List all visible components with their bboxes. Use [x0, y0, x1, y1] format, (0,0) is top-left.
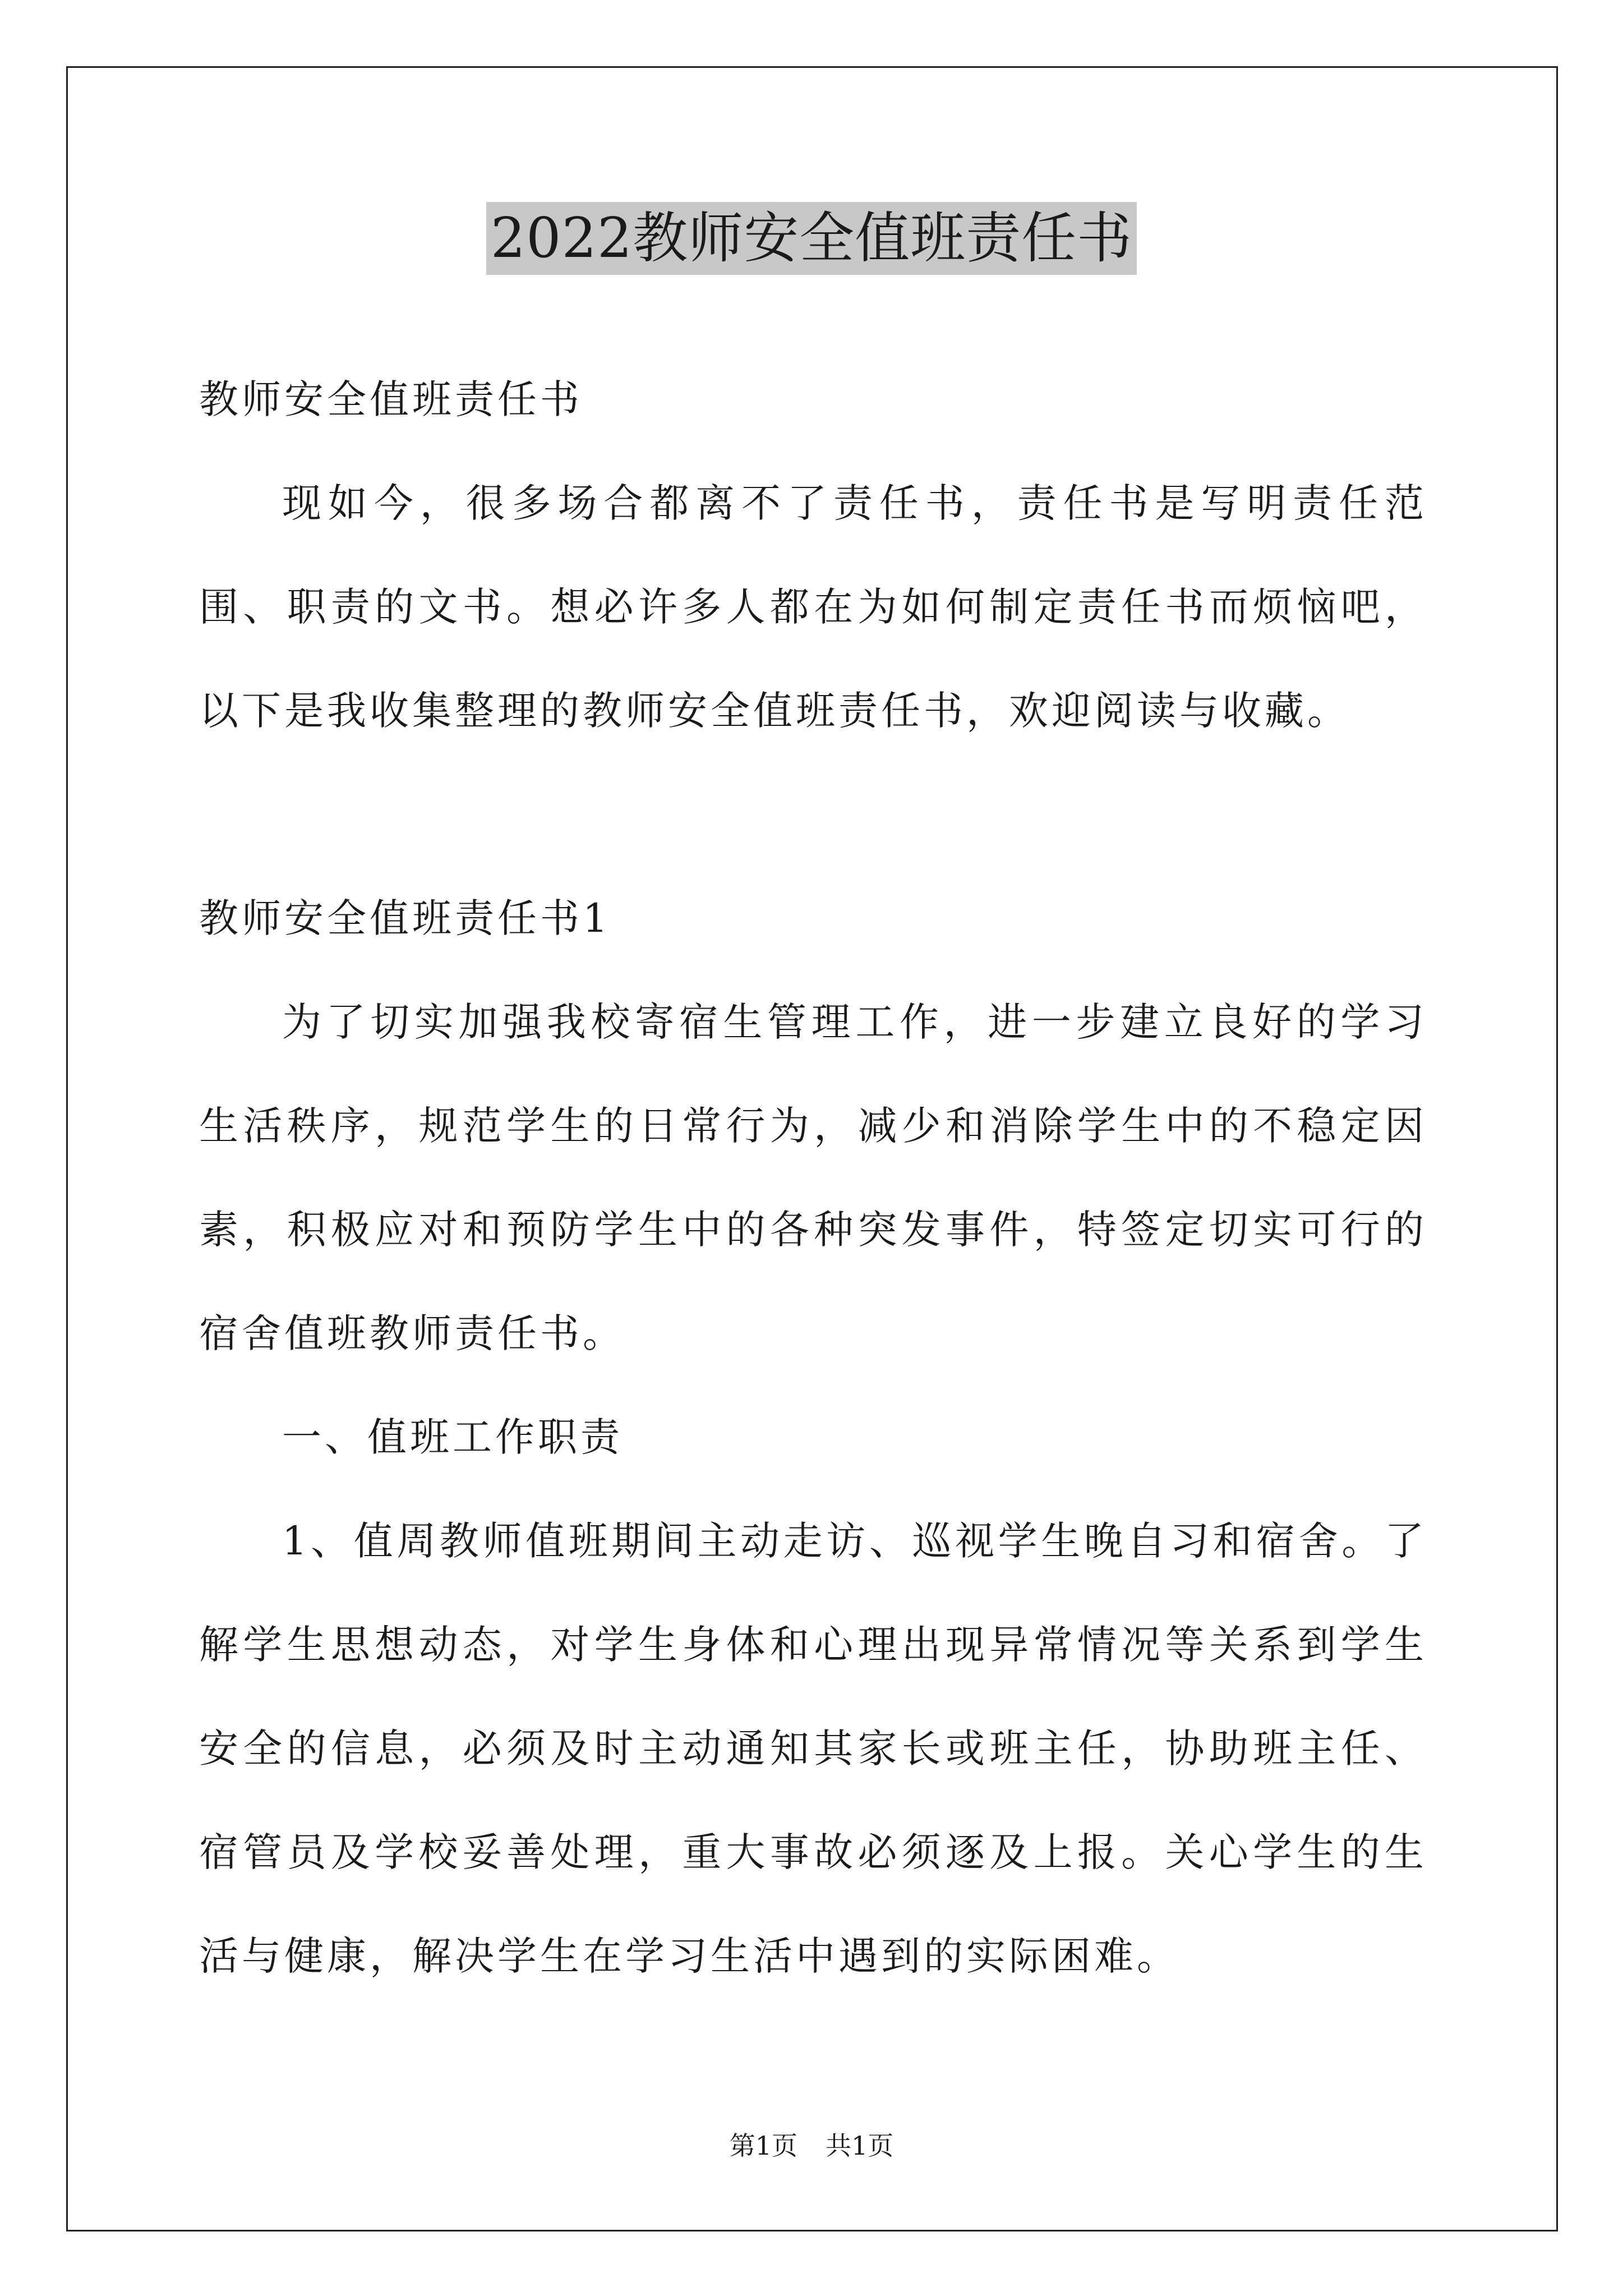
- page-number-total: 共1页: [826, 2131, 894, 2161]
- title-container: [0, 202, 1623, 275]
- section-heading: 教师安全值班责任书1: [199, 895, 611, 941]
- section-spacer: [199, 763, 1427, 867]
- document-body: [199, 348, 1427, 2008]
- document-subtitle: 教师安全值班责任书: [199, 376, 583, 422]
- document-title: 2022教师安全值班责任书: [486, 202, 1137, 275]
- page-number-current: 第1页: [729, 2131, 797, 2161]
- body-subheading: 一、值班工作职责: [282, 1414, 623, 1460]
- body-paragraph: 1、值周教师值班期间主动走访、巡视学生晚自习和宿舍。了解学生思想动态，对学生身体和心理出现异常情况等关系到学生安全的信息，必须及时主动通知其家长或班主任，协助班主任、宿管员及学校妥善处理，重大事故必须逐及上报。关心学生的生活与健康，解决学生在学习生活中遇到的实际困难。: [199, 1518, 1427, 1979]
- page-footer: [0, 2129, 1623, 2162]
- body-paragraph: 为了切实加强我校寄宿生管理工作，进一步建立良好的学习生活秩序，规范学生的日常行为，减少和消除学生中的不稳定因素，积极应对和预防学生中的各种突发事件，特签定切实可行的宿舍值班教师责任书。: [199, 999, 1427, 1356]
- intro-paragraph: 现如今，很多场合都离不了责任书，责任书是写明责任范围、职责的文书。想必许多人都在为如何制定责任书而烦恼吧，以下是我收集整理的教师安全值班责任书，欢迎阅读与收藏。: [199, 480, 1427, 734]
